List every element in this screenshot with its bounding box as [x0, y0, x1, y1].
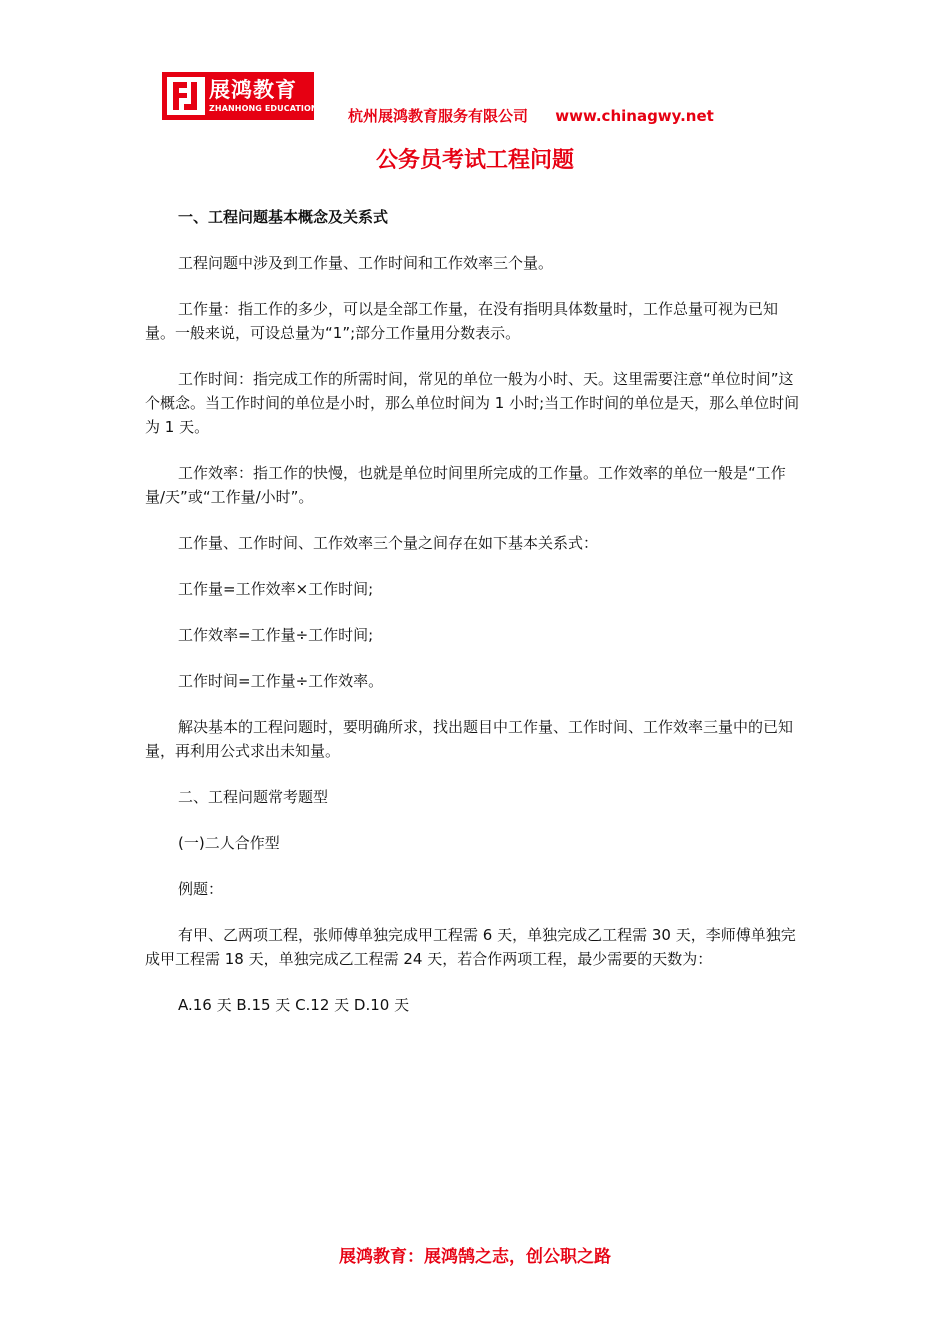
logo-name-en: ZHANHONG EDUCATION [209, 103, 318, 113]
subsection-heading: (一)二人合作型 [178, 834, 280, 852]
formula: 工作效率=工作量÷工作时间; [178, 626, 374, 644]
paragraph: 工作时间：指完成工作的所需时间，常见的单位一般为小时、天。这里需要注意“单位时间”这个概念。当工作时间的单位是小时，那么单位时间为 1 小时;当工作时间的单位是天，那么单位时间为 1 天。 [145, 370, 800, 436]
footer-slogan: 展鸿教育：展鸿鹄之志，创公职之路 [339, 1247, 611, 1267]
section-heading: 一、工程问题基本概念及关系式 [178, 208, 389, 226]
logo-name-cn: 展鸿教育 [209, 77, 297, 102]
section-heading: 二、工程问题常考题型 [178, 788, 329, 806]
paragraph: 工作量：指工作的多少，可以是全部工作量，在没有指明具体数量时，工作总量可视为已知量。一般来说，可设总量为“1”;部分工作量用分数表示。 [145, 300, 779, 342]
header-info [348, 105, 714, 126]
paragraph: 工作效率：指工作的快慢，也就是单位时间里所完成的工作量。工作效率的单位一般是“工作量/天”或“工作量/小时”。 [145, 464, 786, 506]
paragraph: 工作量、工作时间、工作效率三个量之间存在如下基本关系式： [178, 534, 599, 552]
website-link[interactable]: www.chinagwy.net [555, 107, 714, 125]
formula: 工作时间=工作量÷工作效率。 [178, 672, 384, 690]
logo-mark-icon [167, 77, 205, 115]
document-title: 公务员考试工程问题 [375, 148, 574, 173]
paragraph: 工程问题中涉及到工作量、工作时间和工作效率三个量。 [178, 254, 554, 272]
paragraph: 解决基本的工程问题时，要明确所求，找出题目中工作量、工作时间、工作效率三量中的已知量，再利用公式求出未知量。 [145, 718, 794, 760]
formula: 工作量=工作效率×工作时间; [178, 580, 374, 598]
example-label: 例题： [178, 880, 224, 898]
example-question: 有甲、乙两项工程，张师傅单独完成甲工程需 6 天，单独完成乙工程需 30 天，李师傅单独完成甲工程需 18 天，单独完成乙工程需 24 天，若合作两项工程，最少需要的天数为： [145, 926, 796, 968]
document-body [145, 205, 805, 1039]
answer-options: A.16 天 B.15 天 C.12 天 D.10 天 [178, 996, 410, 1014]
company-name: 杭州展鸿教育服务有限公司 [348, 107, 529, 125]
company-logo [162, 72, 318, 120]
